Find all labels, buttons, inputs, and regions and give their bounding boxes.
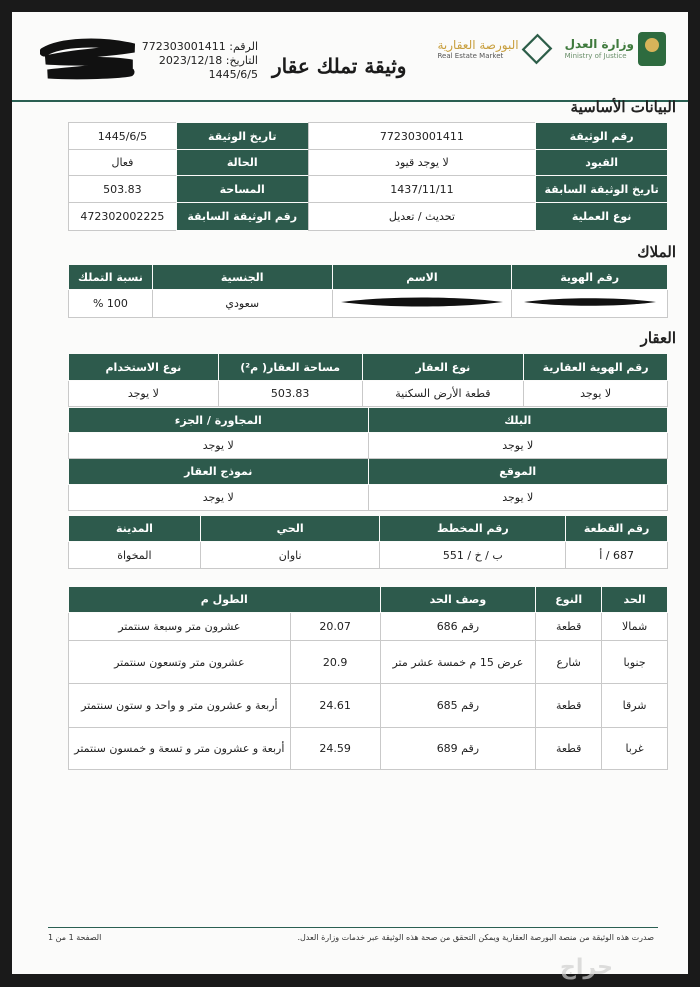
table-row: لا يوجد قطعة الأرض السكنية 503.83 لا يوجد xyxy=(69,381,668,407)
real-estate-market-logo: البورصة العقارية Real Estate Market xyxy=(437,34,550,64)
redacted-qr-code xyxy=(40,38,138,80)
basic-section-title: البيانات الأساسية xyxy=(570,98,676,116)
property-block-table: البلك المجاورة / الجزء لا يوجد لا يوجد الموقع نموذج العقار لا يوجد لا يوجد xyxy=(68,407,668,511)
table-row: تاريخ الوثيقة السابقة 1437/11/11 المساحة 503.83 xyxy=(69,176,668,203)
real-estate-emblem-icon xyxy=(521,34,552,65)
document-date: 2023/12/18 xyxy=(158,54,223,67)
table-row: لا يوجد لا يوجد xyxy=(69,485,668,511)
page-number: الصفحة 1 من 1 xyxy=(48,933,102,942)
table-row: رقم الوثيقة 772303001411 تاريخ الوثيقة 1445/6/5 xyxy=(69,123,668,150)
basic-data-table xyxy=(68,122,668,231)
moj-logo: وزارة العدل Ministry of Justice xyxy=(565,32,666,66)
table-row: غربا قطعة رقم 689 24.59 أربعة و عشرون متر و تسعة و خمسون سنتمتر xyxy=(69,728,668,770)
table-row: سعودي % 100 xyxy=(69,290,668,318)
table-row: القيود لا يوجد قيود الحالة فعال xyxy=(69,150,668,176)
boundaries-table: الحد النوع وصف الحد الطول م شمالا قطعة رقم 686 20.07 عشرون متر وسبعة سنتمتر جنوبا شارع عرض 15 م خمسة عشر متر 20.9 عشرون متر وتسعون سنتمتر شرقا قطعة رقم 685 24.61 أربعة و عشرون متر و واحد و ستون سنتمتر غربا قطعة رقم 689 24.59 أربعة و عشرون متر و تسعة و خمسون سنتمتر xyxy=(68,586,668,770)
table-row: شمالا قطعة رقم 686 20.07 عشرون متر وسبعة سنتمتر xyxy=(69,613,668,641)
table-row: 687 / أ ب / خ / 551 ناوان المخواة xyxy=(69,542,668,569)
table-row: شرقا قطعة رقم 685 24.61 أربعة و عشرون متر و واحد و ستون سنتمتر xyxy=(69,684,668,728)
redacted-id xyxy=(512,290,668,318)
moj-emblem-icon xyxy=(638,32,666,66)
table-row: جنوبا شارع عرض 15 م خمسة عشر متر 20.9 عشرون متر وتسعون سنتمتر xyxy=(69,641,668,684)
footer-divider xyxy=(48,927,658,928)
table-row: لا يوجد لا يوجد xyxy=(69,433,668,459)
document-meta: الرقم: 772303001411 التاريخ: 2023/12/18 1445/6/5 xyxy=(141,40,258,81)
document-title: وثيقة تملك عقار xyxy=(272,54,407,78)
watermark: حراج xyxy=(560,955,613,980)
owners-table: رقم الهوية الاسم الجنسية نسبة التملك سعودي % 100 xyxy=(68,264,668,318)
document-date-hijri: 1445/6/5 xyxy=(208,68,258,81)
owners-section-title: الملاك xyxy=(637,243,676,261)
logos xyxy=(437,32,666,66)
table-row: نوع العملية تحديث / تعديل رقم الوثيقة السابقة 472302002225 xyxy=(69,203,668,231)
footer-note: صدرت هذه الوثيقة من منصة البورصة العقارية ويمكن التحقق من صحة هذه الوثيقة عبر خدمات وزارة العدل. xyxy=(297,933,654,942)
property-table: رقم الهوية العقارية نوع العقار مساحة العقار( م²) نوع الاستخدام لا يوجد قطعة الأرض السكنية 503.83 لا يوجد xyxy=(68,353,668,407)
document-header xyxy=(12,12,688,107)
document-sheet xyxy=(12,12,688,974)
redacted-name xyxy=(332,290,512,318)
property-section-title: العقار xyxy=(640,329,676,347)
document-number: 772303001411 xyxy=(141,40,226,53)
property-location-table: رقم القطعة رقم المخطط الحي المدينة 687 / أ ب / خ / 551 ناوان المخواة xyxy=(68,515,668,569)
